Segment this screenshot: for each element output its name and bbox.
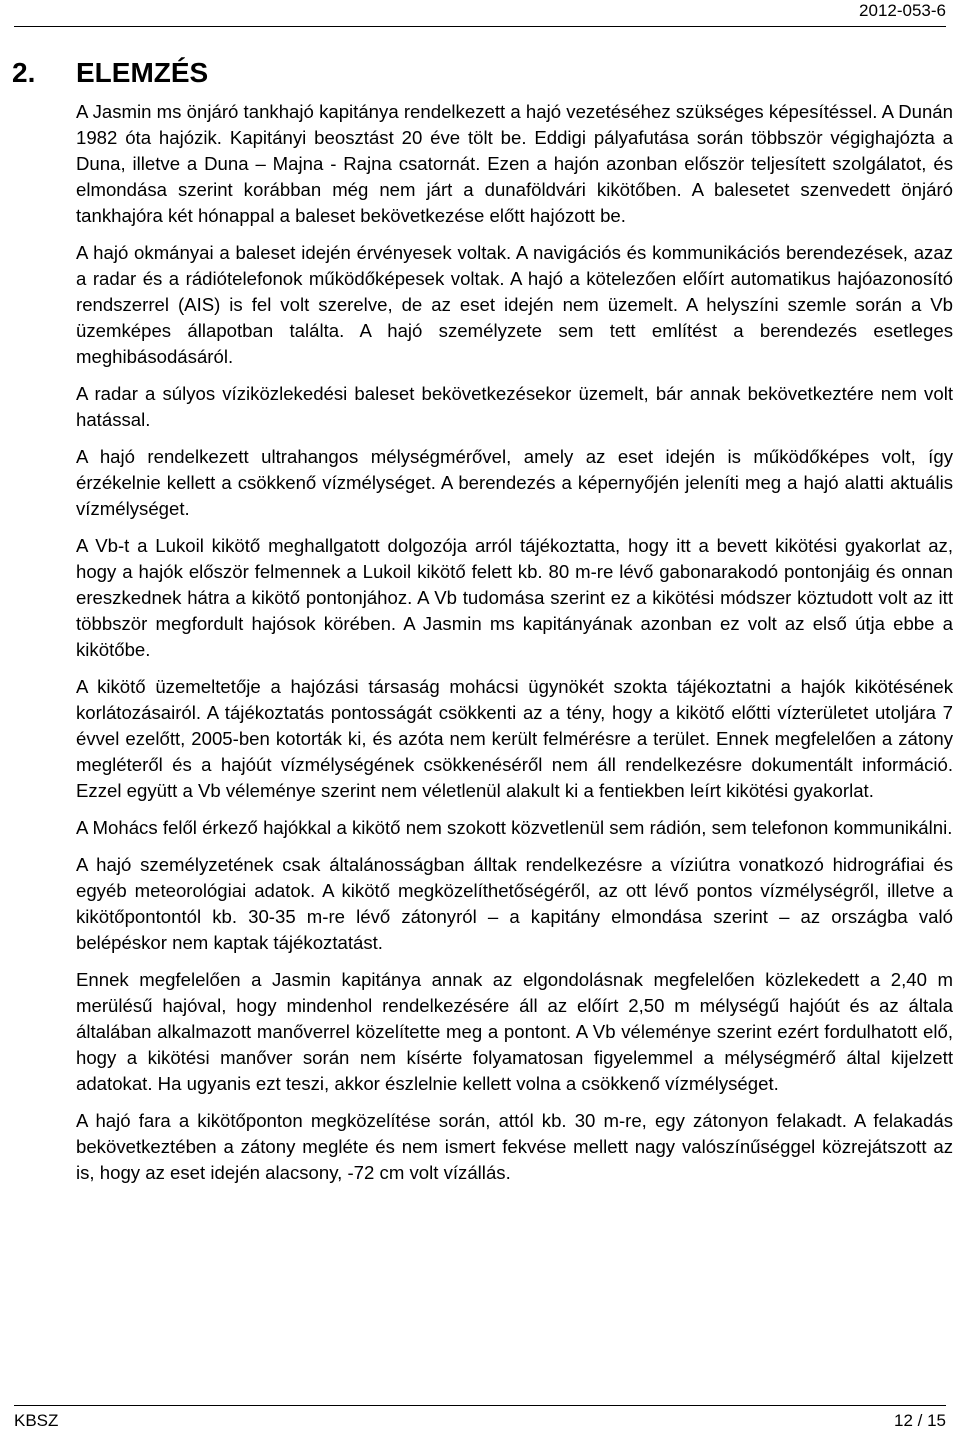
paragraph: A Jasmin ms önjáró tankhajó kapitánya rendelkezett a hajó vezetéséhez szükséges képesítéssel. A Dunán 1982 óta hajózik. Kapitányi beosztást 20 éve tölt be. Eddigi pályafutása során többször végighajózta a Duna, illetve a Duna – Majna - Rajna csatornát. Ezen a hajón azonban először teljesített szolgálatot, és elmondása szerint korábban még nem járt a dunaföldvári kikötőben. A balesetet szenvedett önjáró tankhajóra két hónappal a baleset bekövetkezése előtt hajózott be. [76,101,953,226]
footer-org: KBSZ [14,1411,59,1430]
paragraph: A hajó fara a kikötőponton megközelítése során, attól kb. 30 m-re, egy zátonyon felakadt. A felakadás bekövetkeztében a zátony megléte és nem ismert fekvése mellett nagy valószínűséggel közrejátszott az is, hogy az eset idején alacsony, -72 cm volt vízállás. [76,1110,953,1183]
paragraph: A hajó rendelkezett ultrahangos mélységmérővel, amely az eset idején is működőképes volt, így érzékelnie kellett a csökkenő vízmélységet. A berendezés a képernyőjén jeleníti meg a hajó alatti aktuális vízmélységet. [76,446,953,519]
paragraph: A radar a súlyos víziközlekedési baleset bekövetkezésekor üzemelt, bár annak bekövetkeztére nem volt hatással. [76,383,953,430]
section-heading [12,56,208,90]
paragraph: A hajó okmányai a baleset idején érvényesek voltak. A navigációs és kommunikációs berendezések, azaz a radar és a rádiótelefonok működőképesek voltak. A hajó a kötelezően előírt automatikus hajóazonosító rendszerrel (AIS) is fel volt szerelve, de az eset idején nem üzemelt. A helyszíni szemle során a Vb üzemképes állapotban találta. A hajó személyzete sem tett említést a berendezés esetleges meghibásodásáról. [76,242,953,367]
document-id: 2012-053-6 [859,1,946,20]
footer-divider [14,1405,946,1406]
section-title: ELEMZÉS [76,57,209,88]
header-divider [14,26,946,27]
paragraph: A Vb-t a Lukoil kikötő meghallgatott dolgozója arról tájékoztatta, hogy itt a bevett kikötési gyakorlat az, hogy a hajók először felmennek a Lukoil kikötő felett kb. 80 m-re lévő gabonarakodó pontonjáig és onnan ereszkednek hátra a kikötő pontonjához. A Vb tudomása szerint ez a kikötési módszer köztudott volt az itt többször megfordult hajósok körében. A Jasmin ms kapitányának azonban ez volt az első útja ebbe a kikötőbe. [76,535,953,660]
page-number: 12 / 15 [894,1411,946,1430]
section-number: 2. [12,57,36,88]
paragraph: A Mohács felől érkező hajókkal a kikötő nem szokott közvetlenül sem rádión, sem telefonon kommunikálni. [76,817,953,838]
paragraph: A hajó személyzetének csak általánosságban álltak rendelkezésre a víziútra vonatkozó hidrográfiai és egyéb meteorológiai adatok. A kikötő megközelíthetőségéről, az ott lévő pontos vízmélységről, illetve a kikötőpontontól kb. 30-35 m-re lévő zátonyról – a kapitány elmondása szerint – az országba való belépéskor nem kaptak tájékoztatást. [76,854,953,953]
section-body [76,99,953,1197]
paragraph: A kikötő üzemeltetője a hajózási társaság mohácsi ügynökét szokta tájékoztatni a hajók kikötésének korlátozásairól. A tájékoztatás pontosságát csökkenti az a tény, hogy a kikötő előtti vízterületet utoljára 7 évvel ezelőtt, 2005-ben kotorták ki, és azóta nem került felmérésre a terület. Ennek megfelelően a zátony megléteről és a hajóút vízmélységének csökkenéséről nem áll rendelkezésre dokumentált információ. Ezzel együtt a Vb véleménye szerint nem véletlenül alakult ki a fentiekben leírt kikötési gyakorlat. [76,676,953,801]
paragraph: Ennek megfelelően a Jasmin kapitánya annak az elgondolásnak megfelelően közlekedett a 2,40 m merülésű hajóval, hogy mindenhol rendelkezésére áll az előírt 2,50 m mélységű hajóút és az általa általában alkalmazott manőverrel közelítette meg a pontont. A Vb véleménye szerint ezért fordulhatott elő, hogy a kikötési manőver során nem kísérte folyamatosan figyelemmel a mélységmérő által kijelzett adatokat. Ha ugyanis ezt teszi, akkor észlelnie kellett volna a csökkenő vízmélységet. [76,969,953,1094]
